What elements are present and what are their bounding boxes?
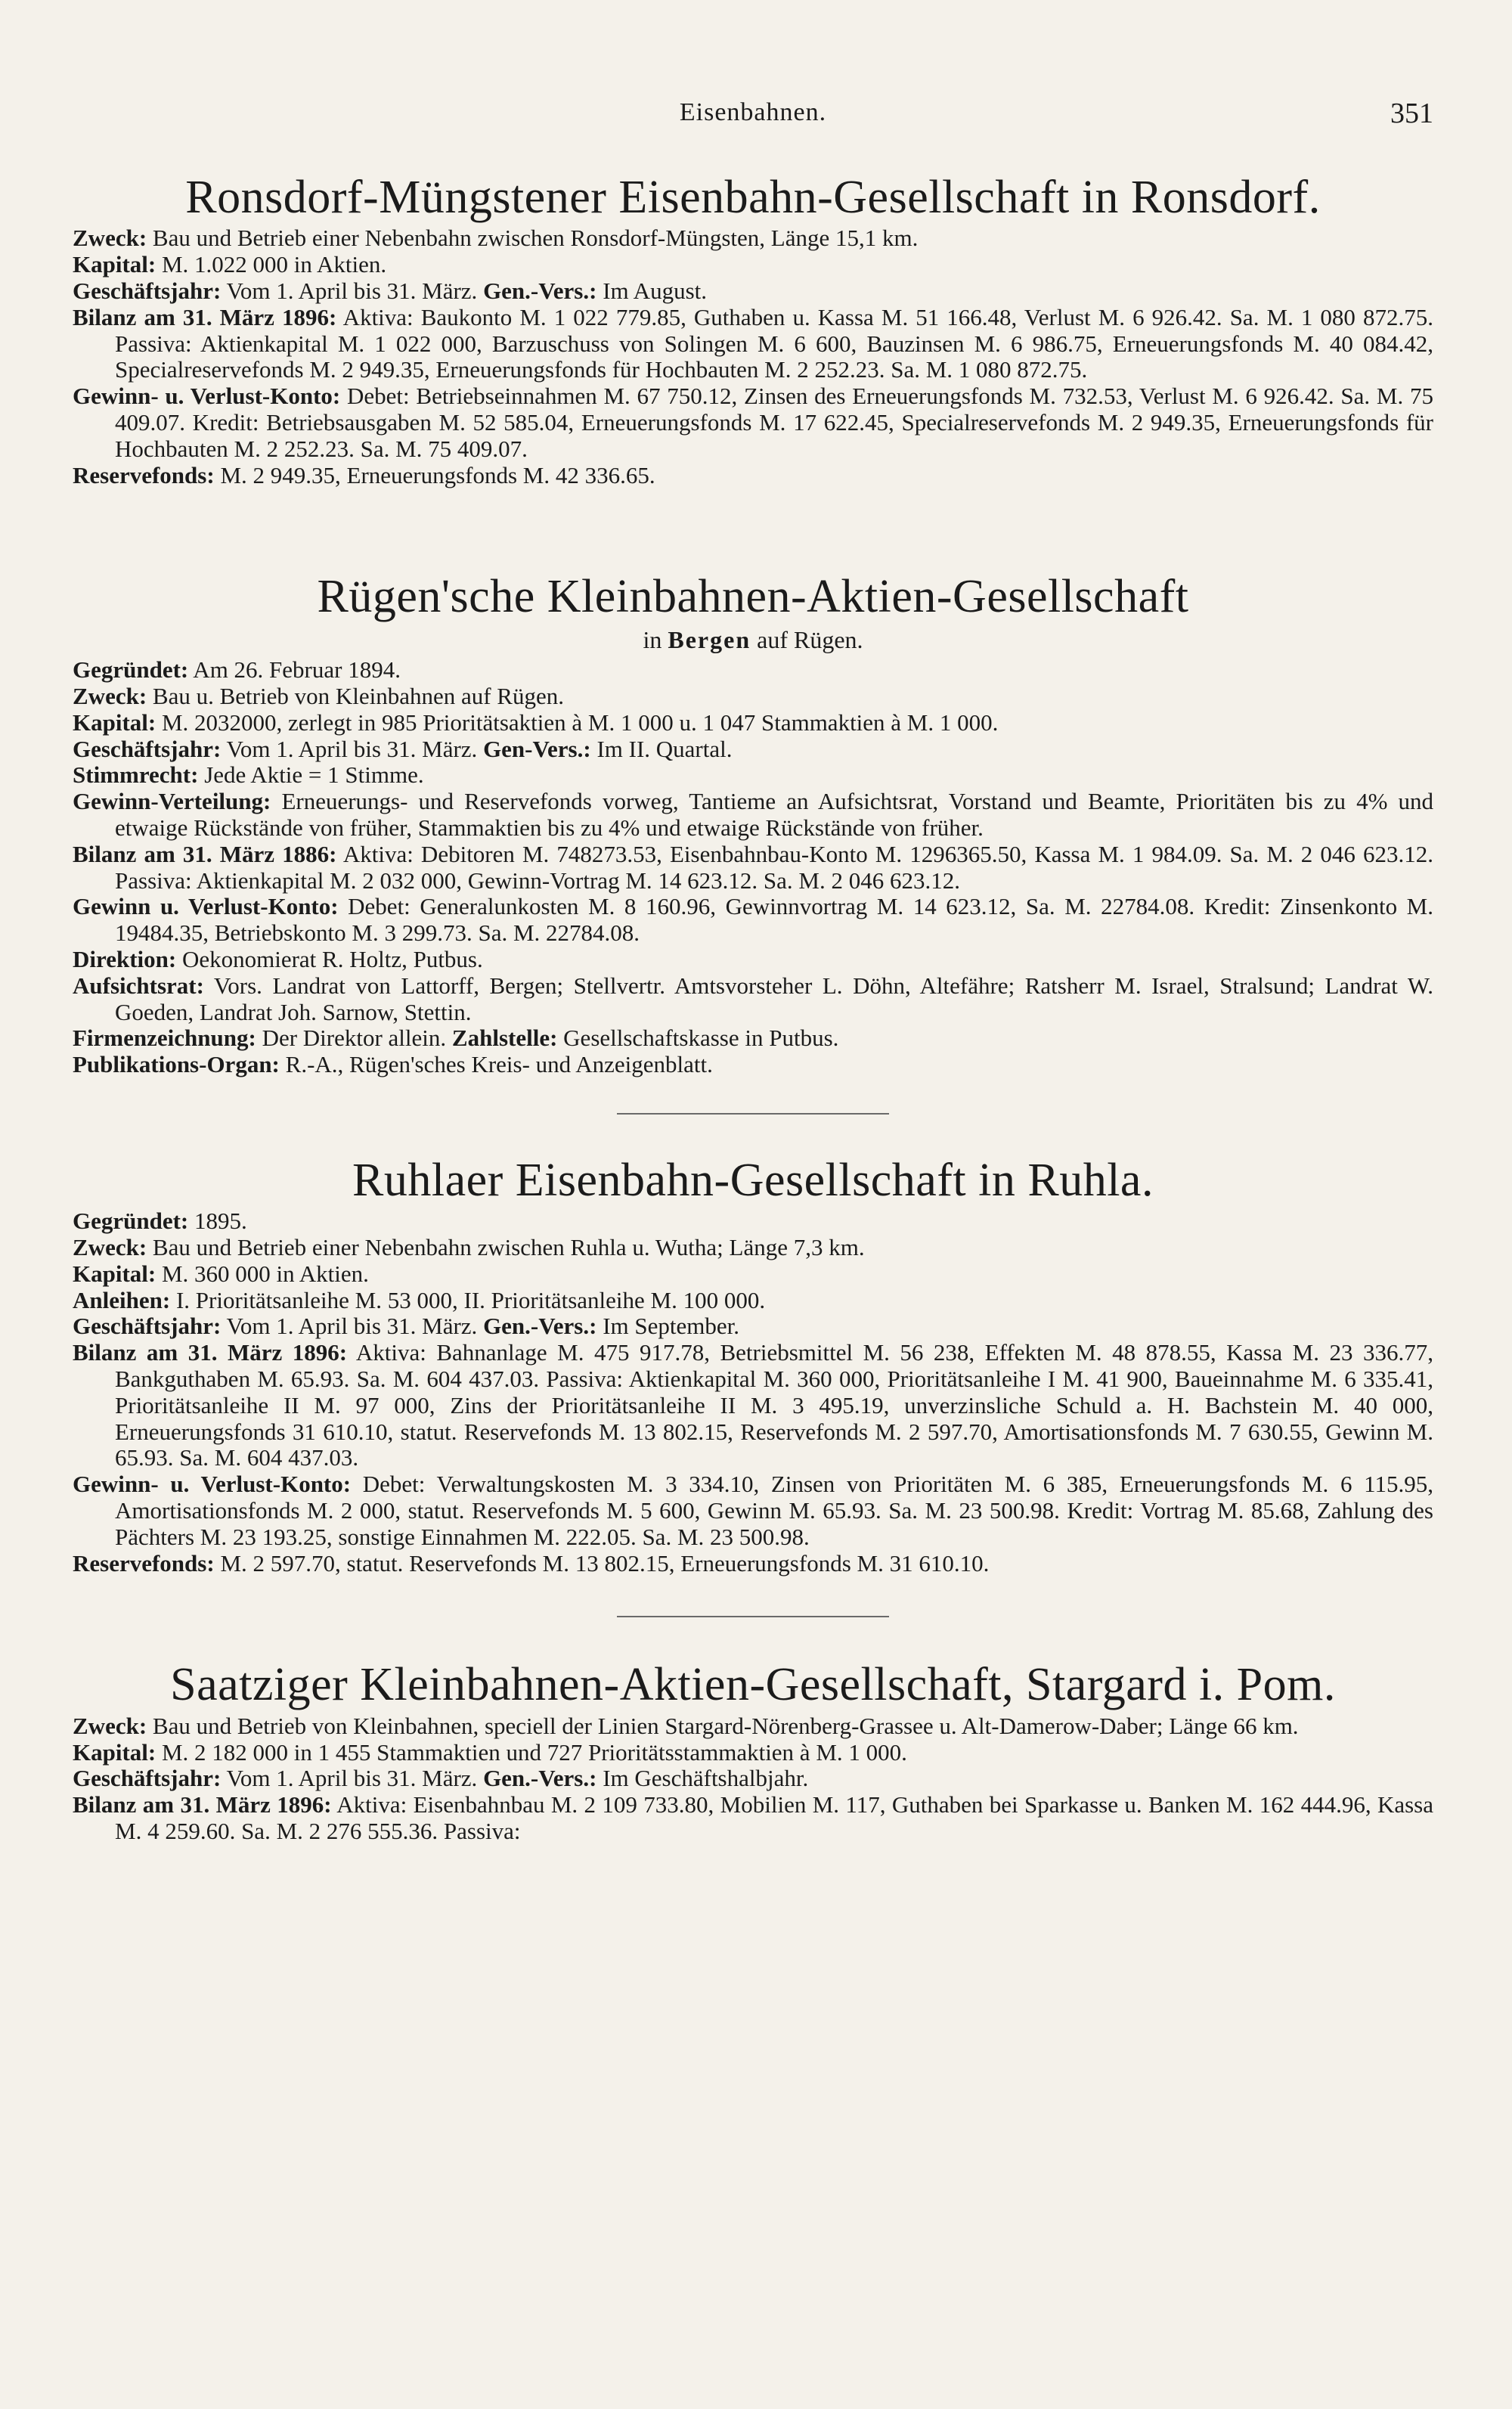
section-ruegen: [73, 569, 1433, 1078]
entry-bilanz: [73, 842, 1433, 894]
entry-label: Reservefonds:: [73, 1549, 215, 1577]
running-head: [73, 98, 1433, 144]
section-heading: Rügen'sche Kleinbahnen-Aktien-Gesellschaft: [317, 571, 1189, 623]
entry-label-secondary: Gen.-Vers.:: [483, 277, 597, 304]
entry-text: M. 2 949.35, Erneuerungsfonds M. 42 336.65.: [214, 461, 655, 488]
entry-label: Direktion:: [73, 945, 177, 972]
page-number: 351: [1390, 98, 1433, 129]
entry-stimmrecht: [73, 762, 1433, 789]
entry-text: R.-A., Rügen'sches Kreis- und Anzeigenblatt.: [279, 1051, 713, 1078]
entry-label: Bilanz am 31. März 1886:: [73, 840, 337, 867]
entry-reservefonds: [73, 463, 1433, 489]
entry-gegruendet: [73, 1208, 1433, 1235]
entry-label: Geschäftsjahr:: [73, 735, 222, 762]
entry-text: 1895.: [188, 1208, 247, 1235]
entry-text: M. 2 182 000 in 1 455 Stammaktien und 727 Prioritätsstammaktien à M. 1 000.: [156, 1738, 907, 1766]
entry-text: I. Prioritätsanleihe M. 53 000, II. Prioritätsanleihe M. 100 000.: [170, 1286, 766, 1313]
section-saatzig: [73, 1657, 1433, 1844]
entry-text: Bau und Betrieb einer Nebenbahn zwischen Ronsdorf-Müngsten, Länge 15,1 km.: [147, 225, 919, 252]
entry-text-secondary: Gesellschaftskasse in Putbus.: [557, 1025, 839, 1052]
section-ruhla: [73, 1152, 1433, 1577]
entry-label: Firmenzeichnung:: [73, 1025, 256, 1052]
entry-text: M. 360 000 in Aktien.: [156, 1260, 369, 1287]
entry-text-secondary: Im II. Quartal.: [590, 735, 733, 762]
entry-label: Publikations-Organ:: [73, 1051, 280, 1078]
section-subheading: [73, 625, 1433, 654]
entry-label: Gewinn- u. Verlust-Konto:: [73, 383, 341, 410]
entry-label: Kapital:: [73, 1260, 156, 1287]
entry-text: Aktiva: Debitoren M. 748273.53, Eisenbahnbau-Konto M. 1296365.50, Kassa M. 1 984.09. Sa. M. 2 046 623.12. Passiva: Aktienkapital M. 2 032 000, Gewinn-Vortrag M. 14 623.12. Sa. M. 2 046 623.12.: [115, 840, 1434, 894]
entry-text: Am 26. Februar 1894.: [188, 656, 401, 684]
entry-zweck: [73, 684, 1433, 710]
entry-bilanz: [73, 1792, 1433, 1845]
entry-zweck: [73, 225, 1433, 252]
entry-text: Bau u. Betrieb von Kleinbahnen auf Rügen.: [147, 682, 564, 709]
entry-bilanz: [73, 1340, 1433, 1471]
entry-text: Debet: Verwaltungskosten M. 3 334.10, Zinsen von Prioritäten M. 6 385, Erneuerungsfonds M. 6 115.95, Amortisationsfonds M. 2 000, statut. Reservefonds M. 5 600, Gewinn M. 65.93. Sa. M. 23 500.98. Kredit: Vortrag M. 85.68, Zahlung des Pächters M. 23 193.25, sonstige Einnahmen M. 222.05. Sa. M. 23 500.98.: [115, 1471, 1433, 1550]
section-heading: Ronsdorf-Müngstener Eisenbahn-Gesellschaft in Ronsdorf.: [185, 172, 1321, 223]
entry-label: Gewinn u. Verlust-Konto:: [73, 893, 339, 920]
entry-geschaeftsjahr: [73, 1766, 1433, 1792]
entry-geschaeftsjahr: [73, 1313, 1433, 1340]
entry-label-secondary: Gen-Vers.:: [483, 735, 591, 762]
entry-text: Der Direktor allein.: [256, 1025, 452, 1052]
entry-label-secondary: Zahlstelle:: [451, 1025, 558, 1052]
entry-label: Geschäftsjahr:: [73, 1765, 222, 1792]
entry-text-secondary: Im Geschäftshalbjahr.: [596, 1765, 809, 1792]
subheading-post: auf Rügen.: [751, 625, 863, 653]
entry-kapital: [73, 710, 1433, 736]
entry-label: Gegründet:: [73, 1208, 189, 1235]
entry-text-secondary: Im August.: [596, 277, 707, 304]
entry-text-secondary: Im September.: [596, 1313, 739, 1340]
entry-text: Vom 1. April bis 31. März.: [221, 735, 484, 762]
entry-label: Kapital:: [73, 1738, 156, 1766]
entry-text: Vom 1. April bis 31. März.: [221, 1765, 484, 1792]
entry-gewinn-verlust: [73, 383, 1433, 462]
entry-label: Zweck:: [73, 225, 147, 252]
entry-bilanz: [73, 305, 1433, 383]
section-heading: Ruhlaer Eisenbahn-Gesellschaft in Ruhla.: [352, 1154, 1154, 1206]
entry-label: Kapital:: [73, 708, 156, 736]
entry-kapital: [73, 252, 1433, 278]
entry-text: Aktiva: Eisenbahnbau M. 2 109 733.80, Mobilien M. 117, Guthaben bei Sparkasse u. Banken M. 162 444.96, Kassa M. 4 259.60. Sa. M. 2 276 555.36. Passiva:: [115, 1791, 1433, 1845]
entry-publikations-organ: [73, 1052, 1433, 1078]
entry-label: Bilanz am 31. März 1896:: [73, 303, 337, 330]
entry-label: Zweck:: [73, 1234, 147, 1261]
entry-kapital: [73, 1261, 1433, 1288]
entry-label: Bilanz am 31. März 1896:: [73, 1791, 332, 1818]
entry-label: Gegründet:: [73, 656, 189, 684]
entry-direktion: [73, 947, 1433, 973]
section-divider: [617, 1113, 889, 1115]
entry-geschaeftsjahr: [73, 278, 1433, 305]
entry-gegruendet: [73, 657, 1433, 684]
entry-text: Debet: Betriebseinnahmen M. 67 750.12, Zinsen des Erneuerungsfonds M. 732.53, Verlust M. 6 926.42. Sa. M. 75 409.07. Kredit: Betriebsausgaben M. 52 585.04, Erneuerungsfonds M. 17 622.45, Specialreservefonds M. 2 949.35, Erneuerungsfonds für Hochbauten M. 2 252.23. Sa. M. 75 409.07.: [115, 383, 1434, 462]
entry-text: M. 1.022 000 in Aktien.: [156, 251, 387, 278]
entry-geschaeftsjahr: [73, 736, 1433, 763]
entry-gewinn-verlust: [73, 1471, 1433, 1550]
entry-aufsichtsrat: [73, 973, 1433, 1026]
entry-firmenzeichnung: [73, 1025, 1433, 1052]
entry-text: M. 2032000, zerlegt in 985 Prioritätsaktien à M. 1 000 u. 1 047 Stammaktien à M. 1 000.: [156, 708, 999, 736]
entry-reservefonds: [73, 1551, 1433, 1577]
entry-zweck: [73, 1235, 1433, 1261]
entry-label: Gewinn-Verteilung:: [73, 788, 271, 815]
entry-label: Bilanz am 31. März 1896:: [73, 1339, 348, 1366]
entry-label-secondary: Gen.-Vers.:: [483, 1313, 597, 1340]
entry-label: Geschäftsjahr:: [73, 277, 222, 304]
entry-label: Zweck:: [73, 1712, 147, 1739]
section-heading: Saatziger Kleinbahnen-Aktien-Gesellschaft, Stargard i. Pom.: [170, 1659, 1336, 1711]
entry-label: Aufsichtsrat:: [73, 972, 204, 999]
entry-text: Bau und Betrieb einer Nebenbahn zwischen Ruhla u. Wutha; Länge 7,3 km.: [147, 1234, 865, 1261]
entry-text: Oekonomierat R. Holtz, Putbus.: [176, 945, 483, 972]
entry-label-secondary: Gen.-Vers.:: [483, 1765, 597, 1792]
entry-text: Erneuerungs- und Reservefonds vorweg, Tantieme an Aufsichtsrat, Vorstand und Beamte, Prioritäten bis zu 4% und etwaige Rückstände von früher, Stammaktien bis zu 4% und etwaige Rückstände von früher.: [115, 788, 1433, 841]
entry-zweck: [73, 1713, 1433, 1740]
running-head-title: Eisenbahnen.: [679, 98, 827, 126]
entry-label: Geschäftsjahr:: [73, 1313, 222, 1340]
entry-text: Jede Aktie = 1 Stimme.: [198, 761, 424, 789]
entry-label: Reservefonds:: [73, 461, 215, 488]
entry-text: Vom 1. April bis 31. März.: [221, 277, 484, 304]
entry-label: Zweck:: [73, 682, 147, 709]
entry-text: Debet: Generalunkosten M. 8 160.96, Gewinnvortrag M. 14 623.12, Sa. M. 22784.08. Kredit: Zinsenkonto M. 19484.35, Betriebskonto M. 3 299.73. Sa. M. 22784.08.: [115, 893, 1433, 947]
subheading-place: Bergen: [668, 625, 751, 653]
entry-text: Vom 1. April bis 31. März.: [221, 1313, 484, 1340]
section-ronsdorf: [73, 169, 1433, 488]
entry-label: Stimmrecht:: [73, 761, 199, 789]
entry-text: Vors. Landrat von Lattorff, Bergen; Stellvertr. Amtsvorsteher L. Döhn, Altefähre; Ratsherr M. Israel, Stralsund; Landrat W. Goeden, Landrat Joh. Sarnow, Stettin.: [115, 972, 1433, 1025]
subheading-pre: in: [643, 625, 668, 653]
entry-text: Aktiva: Bahnanlage M. 475 917.78, Betriebsmittel M. 56 238, Effekten M. 48 878.55, Kassa M. 23 336.77, Bankguthaben M. 65.93. Sa. M. 604 437.03. Passiva: Aktienkapital M. 360 000, Prioritätsanleihe I M. 41 900, Baueinnahme M. 6 335.41, Prioritätsanleihe II M. 97 000, Zins der Prioritätsanleihe II M. 3 495.19, unverzinsliche Schuld a. H. Bachstein M. 40 000, Erneuerungsfonds 31 610.10, statut. Reservefonds M. 13 802.15, Reservefonds M. 2 597.70, Amortisationsfonds M. 7 630.55, Gewinn M. 65.93. Sa. M. 604 437.03.: [115, 1339, 1433, 1471]
entry-text: Bau und Betrieb von Kleinbahnen, speciell der Linien Stargard-Nörenberg-Grassee u. Alt-Damerow-Daber; Länge 66 km.: [147, 1712, 1299, 1739]
entry-gewinn-verteilung: [73, 789, 1433, 842]
entry-label: Anleihen:: [73, 1286, 171, 1313]
entry-label: Kapital:: [73, 251, 156, 278]
section-divider: [617, 1616, 889, 1617]
entry-kapital: [73, 1740, 1433, 1766]
entry-text: M. 2 597.70, statut. Reservefonds M. 13 802.15, Erneuerungsfonds M. 31 610.10.: [214, 1549, 990, 1577]
entry-gewinn-verlust: [73, 894, 1433, 947]
entry-text: Aktiva: Baukonto M. 1 022 779.85, Guthaben u. Kassa M. 51 166.48, Verlust M. 6 926.42. Sa. M. 1 080 872.75. Passiva: Aktienkapital M. 1 022 000, Barzuschuss von Solingen M. 6 600, Bauzinsen M. 6 986.75, Erneuerungsfonds M. 40 084.42, Specialreservefonds M. 2 949.35, Erneuerungsfonds für Hochbauten M. 2 252.23. Sa. M. 1 080 872.75.: [115, 303, 1433, 383]
entry-label: Gewinn- u. Verlust-Konto:: [73, 1471, 352, 1498]
page-content: [73, 151, 1433, 1845]
entry-anleihen: [73, 1288, 1433, 1314]
